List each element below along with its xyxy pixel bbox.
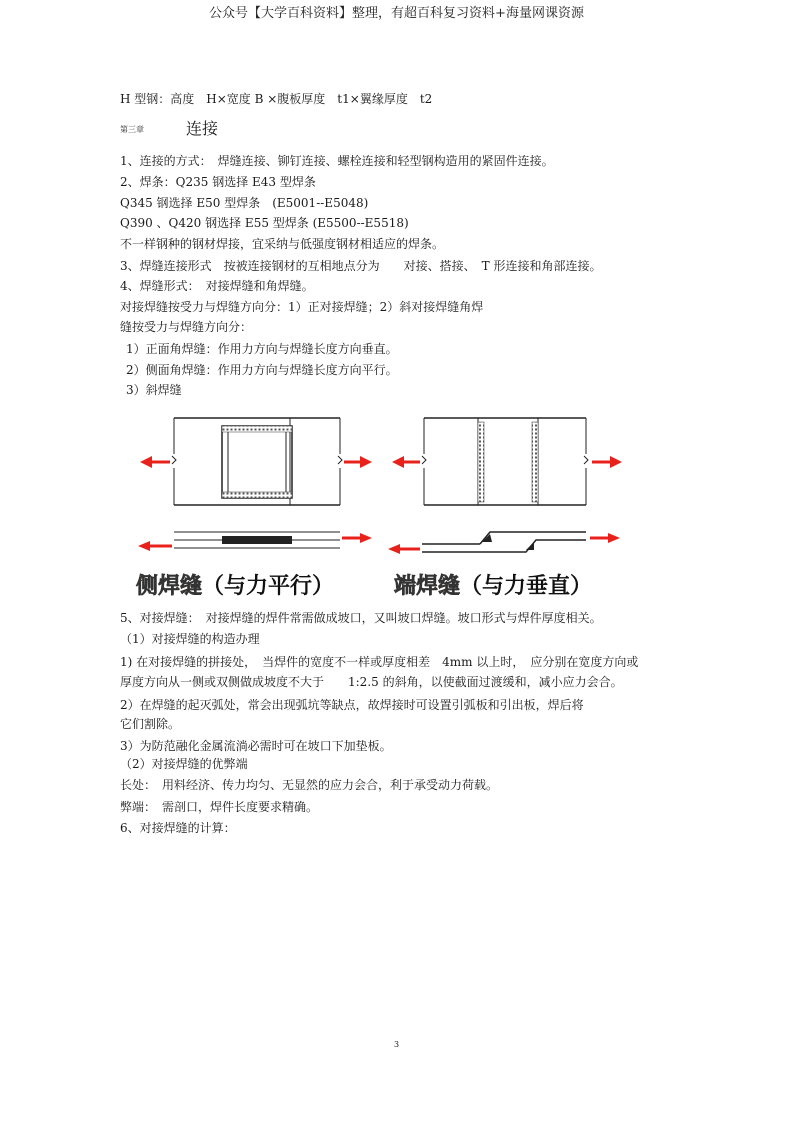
side-weld-elevation	[138, 532, 372, 551]
text-line: Q390 、Q420 钢选择 E55 型焊条 (E5500--E5518)	[120, 216, 409, 230]
svg-text:端焊缝（与力垂直）	[394, 573, 592, 599]
page-header: 公众号【大学百科资料】整理，有超百科复习资料+海量网课资源	[209, 6, 584, 21]
force-arrow-right	[610, 456, 622, 468]
text-line: 1、连接的方式： 焊缝连接、铆钉连接、螺栓连接和轻型钢构造用的紧固件连接。	[120, 154, 554, 168]
text-line: 2）侧面角焊缝：作用力方向与焊缝长度方向平行。	[126, 363, 398, 377]
side-weld-caption: 侧焊缝	[136, 574, 203, 599]
text-line: 4、焊缝形式： 对接焊缝和角焊缝。	[120, 279, 314, 293]
text-line: 对接焊缝按受力与焊缝方向分：1）正对接焊缝；2）斜对接焊缝角焊	[120, 300, 484, 314]
chapter-label: 第三章	[120, 125, 144, 134]
svg-text:侧焊缝（与力平行）	[136, 573, 334, 599]
force-arrow-right	[360, 456, 372, 468]
text-line: （2）对接焊缝的优弊端	[120, 757, 248, 771]
force-arrow-right	[360, 533, 372, 543]
end-weld-caption-note: （与力垂直）	[460, 574, 593, 599]
side-weld-plan-view	[140, 418, 372, 505]
end-weld-caption: 端焊缝	[394, 574, 461, 599]
text-line: 5、对接焊缝： 对接焊缝的焊件常需做成坡口，又叫坡口焊缝。坡口形式与焊件厚度相关。	[120, 611, 602, 625]
text-line: Q345 钢选择 E50 型焊条 (E5001--E5048)	[120, 196, 369, 210]
text-line: （1）对接焊缝的构造办理	[120, 632, 260, 646]
text-line: 厚度方向从一侧或双侧做成坡度不大于 1:2.5 的斜角，以使截面过渡缓和，减小应力会合。	[120, 675, 623, 689]
force-arrow-left	[388, 544, 400, 554]
force-arrow-left	[140, 456, 152, 468]
text-line: 不一样钢种的钢材焊接，宜采纳与低强度钢材相适应的焊条。	[120, 237, 445, 251]
text-line: 6、对接焊缝的计算：	[120, 821, 236, 835]
text-line: 它们割除。	[120, 717, 181, 731]
text-line: 长处： 用料经济、传力均匀、无显然的应力会合，利于承受动力荷载。	[120, 778, 499, 792]
weld-figure	[130, 408, 640, 604]
text-line: 弊端： 需剖口，焊件长度要求精确。	[120, 800, 319, 814]
text-line: 3、焊缝连接形式 按被连接钢材的互相地点分为 对接、搭接、 T 形连接和角部连接。	[120, 259, 602, 273]
h-steel-line: H 型钢：高度 H×宽度 B ×腹板厚度 t1×翼缘厚度 t2	[120, 92, 433, 106]
text-line: 1）正面角焊缝：作用力方向与焊缝长度方向垂直。	[126, 342, 398, 356]
force-arrow-right	[608, 533, 620, 543]
force-arrow-left	[392, 456, 404, 468]
text-line: 3）为防范融化金属流淌必需时可在坡口下加垫板。	[120, 739, 392, 753]
text-line: 1) 在对接焊缝的拼接处， 当焊件的宽度不一样或厚度相差 4mm 以上时， 应分别在宽度方向或	[120, 655, 639, 669]
force-arrow-left	[138, 541, 150, 551]
text-line: 2）在焊缝的起灭弧处，常会出现弧坑等缺点，故焊接时可设置引弧板和引出板，焊后将	[120, 698, 584, 712]
end-weld-plan-view	[392, 418, 622, 505]
text-line: 3）斜焊缝	[126, 383, 182, 397]
text-line: 缝按受力与焊缝方向分：	[120, 320, 253, 334]
end-weld-elevation	[388, 532, 620, 554]
chapter-title: 连接	[186, 119, 219, 138]
side-weld-caption-note: （与力平行）	[202, 574, 335, 599]
text-line: 2、焊条：Q235 钢选择 E43 型焊条	[120, 175, 316, 189]
page-number: 3	[393, 1040, 400, 1049]
